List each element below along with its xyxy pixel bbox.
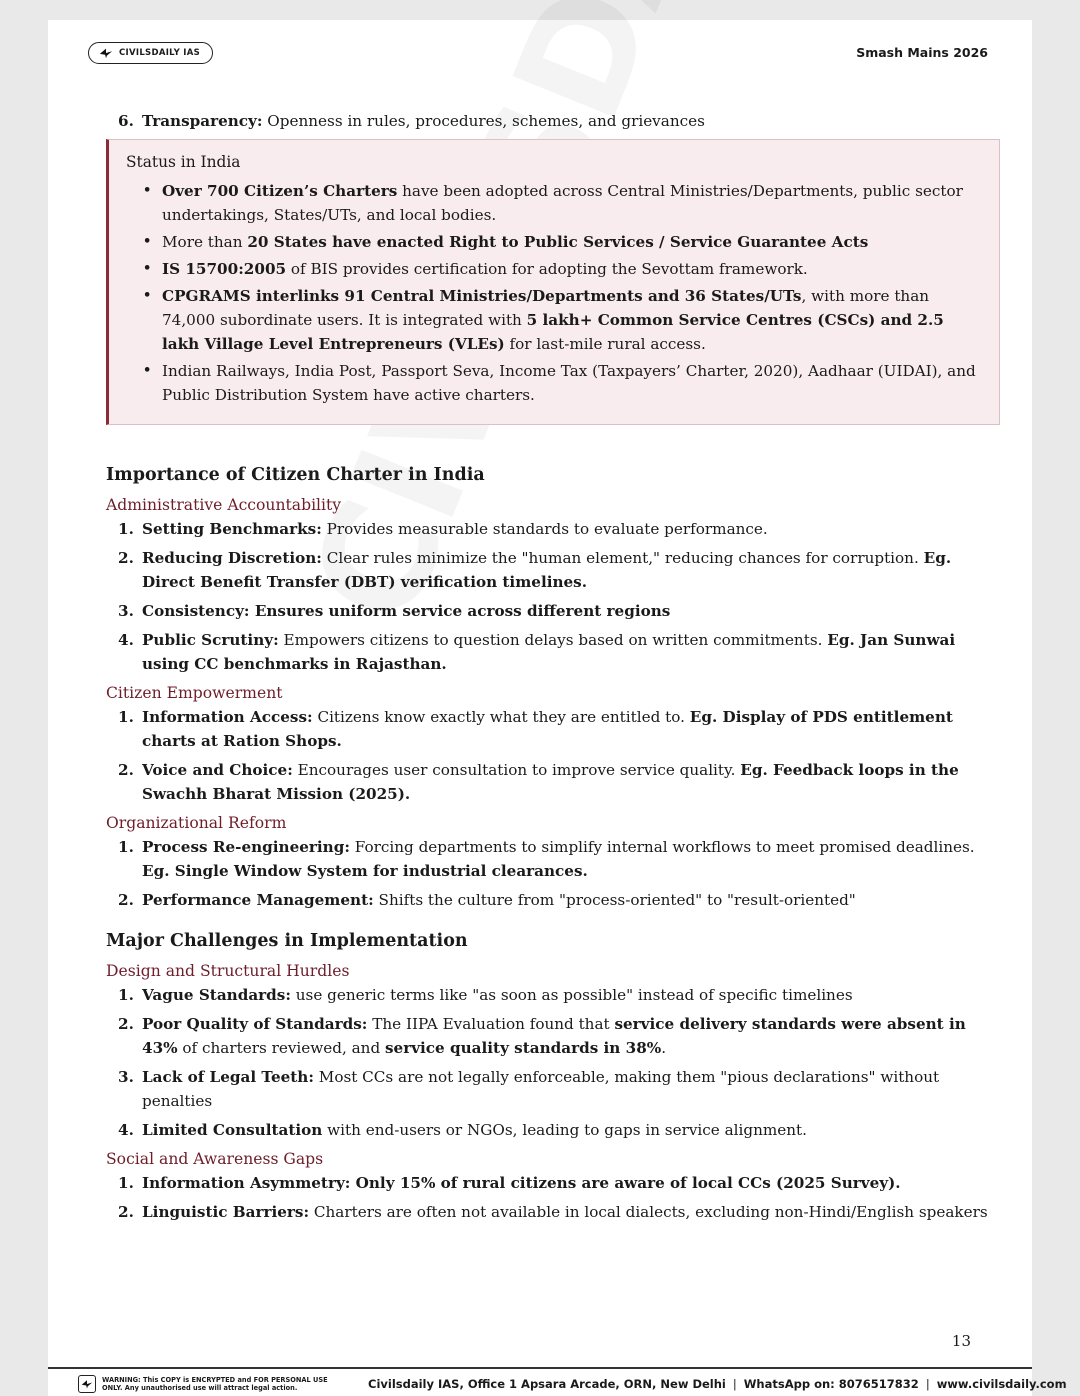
item-text: use generic terms like "as soon as possible" instead of specific timelines	[290, 986, 853, 1004]
item-text: Most CCs are not legally enforceable, making them "pious declarations" without penalties	[142, 1068, 940, 1110]
footer-divider	[48, 1367, 1032, 1369]
footer-whatsapp: WhatsApp on: 8076517832	[743, 1377, 919, 1391]
list-item	[106, 109, 1006, 133]
status-title: Status in India	[126, 153, 241, 171]
bullet-text: of BIS provides certification for adopting the Sevottam framework.	[286, 260, 808, 278]
item-text: Clear rules minimize the "human element," reducing chances for corruption.	[321, 549, 924, 567]
document-page	[48, 20, 1067, 1396]
item-number: 1.	[118, 520, 134, 538]
bullet-item	[126, 179, 979, 227]
list-item	[106, 983, 1006, 1007]
list-item	[106, 628, 1006, 676]
subheading-social-gaps: Social and Awareness Gaps	[106, 1150, 324, 1168]
item-text: .	[661, 1039, 667, 1057]
status-callout-box	[106, 139, 1000, 425]
admin-list	[106, 517, 1006, 676]
page-header	[88, 42, 988, 64]
list-item	[106, 888, 1006, 912]
subheading-citizen-empowerment: Citizen Empowerment	[106, 684, 283, 702]
section-heading-importance: Importance of Citizen Charter in India	[106, 465, 485, 485]
item-text: Shifts the culture from "process-oriented" to "result-oriented"	[373, 891, 856, 909]
item-number: 1.	[118, 838, 134, 856]
footer-website-link[interactable]: www.civilsdaily.com	[936, 1377, 1067, 1391]
item-label: Lack of Legal Teeth:	[142, 1068, 314, 1086]
footer-address: Civilsdaily IAS, Office 1 Apsara Arcade, ORN, New Delhi	[368, 1377, 726, 1391]
item-label: Voice and Choice:	[142, 761, 293, 779]
list-item	[106, 1012, 1006, 1060]
logo-text: CIVILSDAILY IAS	[119, 48, 201, 58]
civilsdaily-logo	[88, 42, 213, 64]
item-number: 2.	[118, 1015, 134, 1033]
bullet-bold: CPGRAMS interlinks 91 Central Ministries/Departments and 36 States/UTs	[162, 287, 802, 305]
bullet-bold: Over 700 Citizen’s Charters	[162, 182, 398, 200]
item-number: 4.	[118, 1121, 134, 1139]
item-text: Encourages user consultation to improve service quality.	[292, 761, 741, 779]
list-item	[106, 1171, 1006, 1195]
page-footer	[78, 1373, 1067, 1395]
list-item	[106, 1118, 1006, 1142]
page-number: 13	[951, 1332, 971, 1350]
item-example: Eg. Feedback loops in the Swachh Bharat Mission (2025).	[142, 761, 959, 803]
item-number: 6.	[118, 112, 134, 130]
list-item	[106, 705, 1006, 753]
bullet-item	[126, 230, 979, 254]
item-text: Provides measurable standards to evaluate performance.	[321, 520, 768, 538]
bullet-text: for last-mile rural access.	[504, 335, 706, 353]
item-example: Eg. Jan Sunwai using CC benchmarks in Rajasthan.	[142, 631, 956, 673]
item-number: 3.	[118, 602, 134, 620]
item-text: Openness in rules, procedures, schemes, and grievances	[262, 112, 705, 130]
item-bold: service delivery standards were absent in 43%	[142, 1015, 966, 1057]
footer-logo-icon	[78, 1375, 96, 1393]
bullet-text: More than	[162, 233, 248, 251]
bullet-text: Indian Railways, India Post, Passport Seva, Income Tax (Taxpayers’ Charter, 2020), Aadhaar (UIDAI), and Public Distribution System have active charters.	[162, 362, 976, 404]
item-text: with end-users or NGOs, leading to gaps in service alignment.	[322, 1121, 807, 1139]
item-label: Vague Standards:	[142, 986, 291, 1004]
bullet-item	[126, 257, 979, 281]
item-text: of charters reviewed, and	[177, 1039, 385, 1057]
brand-title: Smash Mains 2026	[856, 45, 988, 60]
section-heading-challenges: Major Challenges in Implementation	[106, 931, 468, 951]
item-number: 2.	[118, 1203, 134, 1221]
item-label: Setting Benchmarks:	[142, 520, 322, 538]
list-item	[106, 599, 1006, 623]
bullet-icon: •	[143, 234, 152, 249]
item-example: Eg. Direct Benefit Transfer (DBT) verification timelines.	[142, 549, 952, 591]
item-text: Charters are often not available in local dialects, excluding non-Hindi/English speakers	[309, 1203, 988, 1221]
item-label: Consistency: Ensures uniform service across different regions	[142, 602, 671, 620]
list-item	[106, 1065, 1006, 1113]
item-number: 1.	[118, 708, 134, 726]
bullet-bold: 5 lakh+ Common Service Centres (CSCs) and 2.5 lakh Village Level Entrepreneurs (VLEs)	[162, 311, 944, 353]
list-item	[106, 758, 1006, 806]
item-number: 3.	[118, 1068, 134, 1086]
subheading-design-hurdles: Design and Structural Hurdles	[106, 962, 350, 980]
item-label: Information Access:	[142, 708, 313, 726]
item-text: Forcing departments to simplify internal workflows to meet promised deadlines.	[349, 838, 975, 856]
item-text: Empowers citizens to question delays based on written commitments.	[278, 631, 828, 649]
logo-bird-icon	[99, 46, 113, 60]
item-label: Poor Quality of Standards:	[142, 1015, 368, 1033]
footer-separator: |	[732, 1377, 737, 1391]
item-text: Citizens know exactly what they are entitled to.	[312, 708, 690, 726]
subheading-organizational-reform: Organizational Reform	[106, 814, 287, 832]
item-label: Transparency:	[142, 112, 263, 130]
bullet-text: have been adopted across Central Ministries/Departments, public sector undertakings, States/UTs, and local bodies.	[162, 182, 963, 224]
list-item	[106, 1200, 1006, 1224]
item-label: Limited Consultation	[142, 1121, 323, 1139]
item-number: 1.	[118, 986, 134, 1004]
bullet-bold: 20 States have enacted Right to Public Services / Service Guarantee Acts	[247, 233, 869, 251]
footer-contact	[368, 1377, 1067, 1391]
item-label: Process Re-engineering:	[142, 838, 350, 856]
item-bold: service quality standards in 38%	[385, 1039, 662, 1057]
footer-separator: |	[925, 1377, 930, 1391]
bullet-icon: •	[143, 363, 152, 378]
citizen-list	[106, 705, 1006, 806]
design-list	[106, 983, 1006, 1142]
item-number: 2.	[118, 761, 134, 779]
bullet-icon: •	[143, 261, 152, 276]
item-text: The IIPA Evaluation found that	[367, 1015, 615, 1033]
item-number: 4.	[118, 631, 134, 649]
list-item	[106, 546, 1006, 594]
list-item	[106, 835, 1006, 883]
bullet-icon: •	[143, 183, 152, 198]
item-number: 2.	[118, 891, 134, 909]
page-content	[106, 109, 1006, 1229]
subheading-admin-accountability: Administrative Accountability	[106, 496, 342, 514]
bullet-item	[126, 359, 979, 407]
item-label: Linguistic Barriers:	[142, 1203, 310, 1221]
item-example: Eg. Single Window System for industrial clearances.	[142, 862, 588, 880]
social-list	[106, 1171, 1006, 1224]
item-label: Information Asymmetry: Only 15% of rural citizens are aware of local CCs (2025 Survey).	[142, 1174, 901, 1192]
bullet-item	[126, 284, 979, 356]
bullet-bold: IS 15700:2005	[162, 260, 287, 278]
item-number: 1.	[118, 1174, 134, 1192]
item-label: Performance Management:	[142, 891, 374, 909]
list-item	[106, 517, 1006, 541]
footer-warning: WARNING: This COPY is ENCRYPTED and FOR PERSONAL USE ONLY. Any unauthorised use will attract legal action.	[102, 1376, 328, 1392]
bullet-icon: •	[143, 288, 152, 303]
bullet-text: , with more than 74,000 subordinate users. It is integrated with	[162, 287, 930, 329]
item-label: Public Scrutiny:	[142, 631, 279, 649]
org-list	[106, 835, 1006, 912]
item-label: Reducing Discretion:	[142, 549, 322, 567]
item-number: 2.	[118, 549, 134, 567]
item-example: Eg. Display of PDS entitlement charts at Ration Shops.	[142, 708, 953, 750]
